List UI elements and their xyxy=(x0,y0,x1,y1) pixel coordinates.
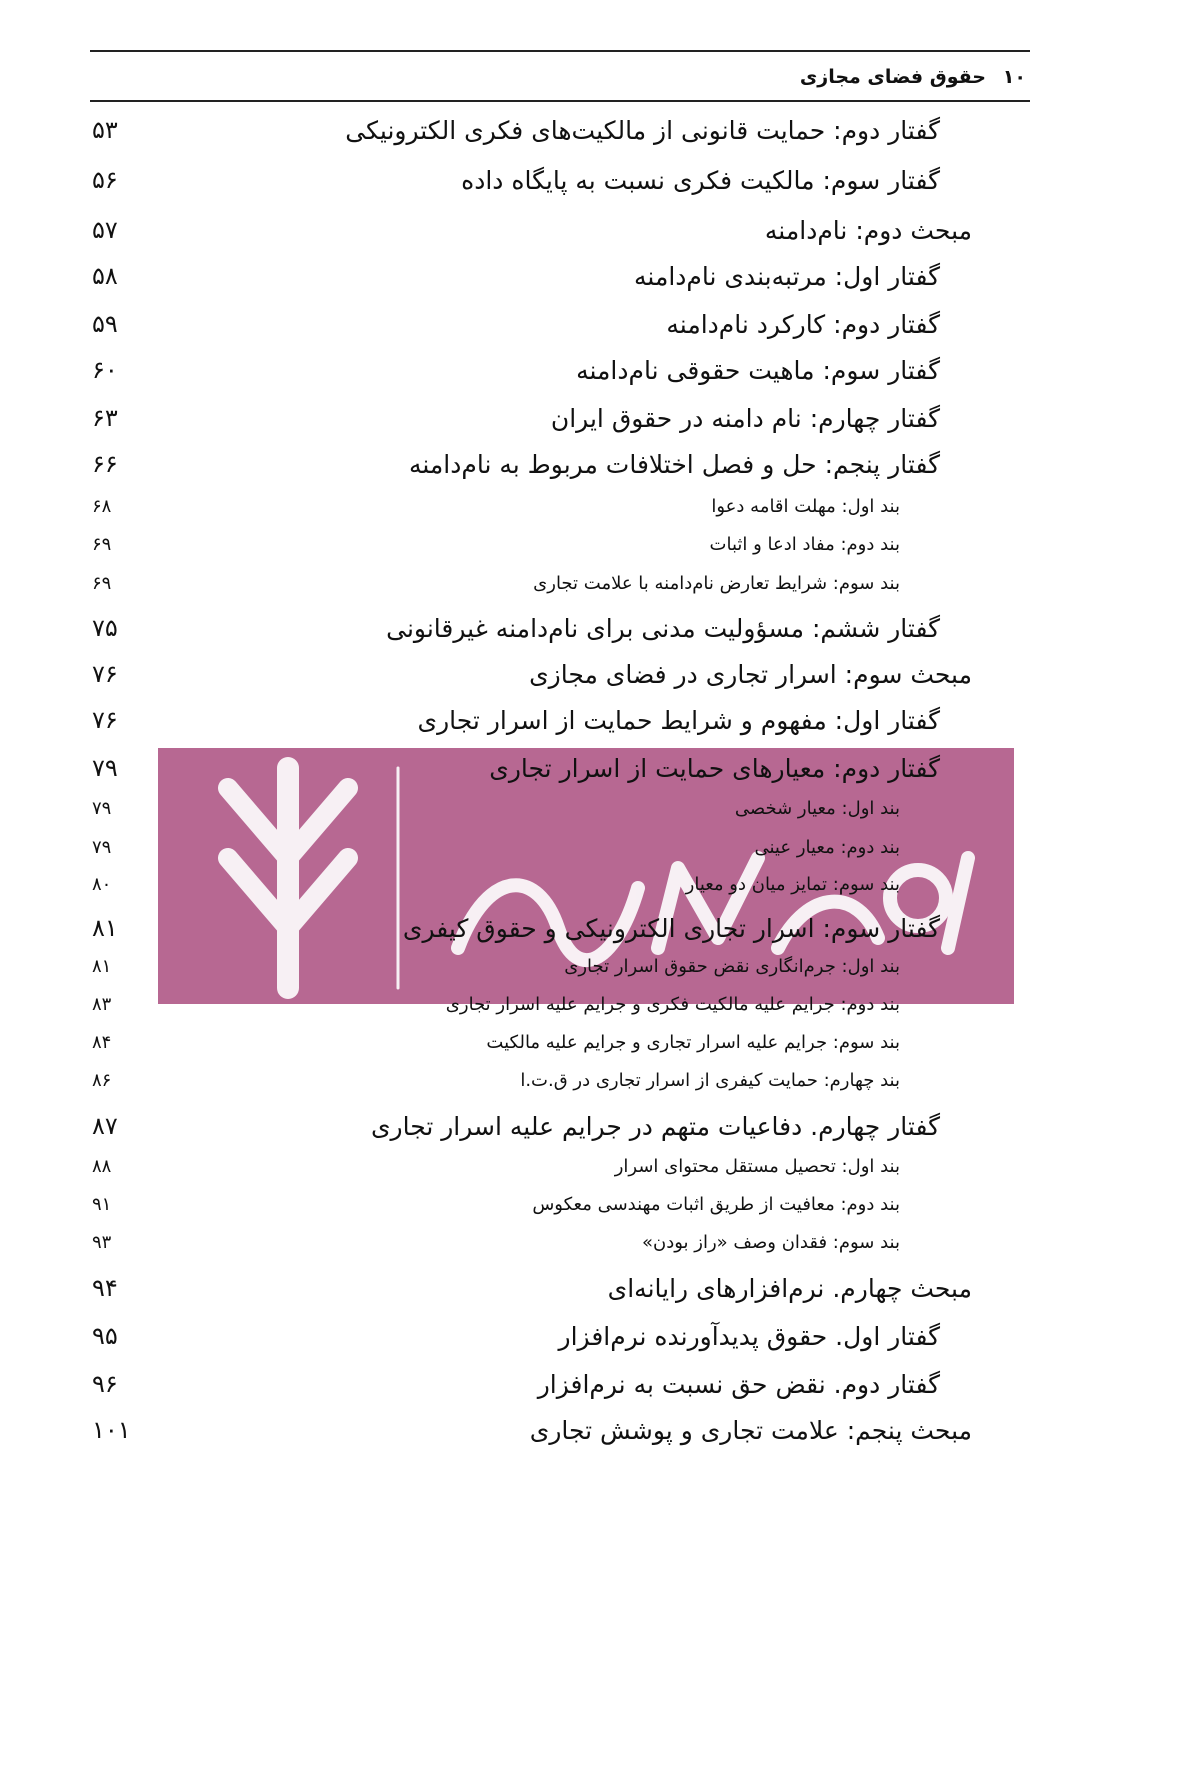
toc-entry-mabhas xyxy=(92,216,972,250)
toc-entry-page: ۶۶ xyxy=(92,450,118,478)
toc-entry-page: ۶۹ xyxy=(92,534,112,555)
toc-entry-band xyxy=(92,837,972,871)
toc-entry-title: بند اول: تحصیل مستقل محتوای اسرار xyxy=(614,1156,900,1177)
toc-entry-page: ۹۶ xyxy=(92,1370,118,1398)
toc-entry-page: ۵۸ xyxy=(92,262,118,290)
toc-entry-title: گفتار پنجم: حل و فصل اختلافات مربوط به نام‌دامنه xyxy=(408,450,940,479)
toc-entry-goftar xyxy=(92,262,972,296)
toc-entry-page: ۶۹ xyxy=(92,573,112,594)
toc-entry-title: گفتار سوم: مالکیت فکری نسبت به پایگاه داده xyxy=(461,166,940,195)
toc-entry-page: ۷۹ xyxy=(92,754,118,782)
toc-entry-band xyxy=(92,496,972,530)
toc-entry-title: بند سوم: تمایز میان دو معیار xyxy=(685,874,900,895)
toc-entry-goftar xyxy=(92,914,972,948)
toc-entry-goftar xyxy=(92,1322,972,1356)
toc-entry-page: ۸۱ xyxy=(92,914,118,942)
toc-entry-band xyxy=(92,1032,972,1066)
toc-entry-title: گفتار دوم: معیارهای حمایت از اسرار تجاری xyxy=(489,754,940,783)
toc-entry-title: گفتار اول: مفهوم و شرایط حمایت از اسرار تجاری xyxy=(417,706,940,735)
toc-entry-title: مبحث دوم: نام‌دامنه xyxy=(764,216,972,245)
toc-entry-goftar xyxy=(92,116,972,150)
toc-entry-page: ۵۷ xyxy=(92,216,118,244)
toc-entry-band xyxy=(92,1194,972,1228)
toc-entry-title: بند دوم: جرایم علیه مالکیت فکری و جرایم علیه اسرار تجاری xyxy=(445,994,900,1015)
toc-entry-page: ۸۴ xyxy=(92,1032,112,1053)
toc-entry-page: ۸۰ xyxy=(92,874,112,895)
toc-entry-title: بند دوم: معیار عینی xyxy=(754,837,900,858)
toc-entry-page: ۷۹ xyxy=(92,837,112,858)
toc-entry-title: بند اول: جرم‌انگاری نقض حقوق اسرار تجاری xyxy=(564,956,900,977)
toc-entry-page: ۸۶ xyxy=(92,1070,112,1091)
toc-entry-band xyxy=(92,994,972,1028)
toc-entry-page: ۵۶ xyxy=(92,166,118,194)
toc-entry-title: گفتار اول. حقوق پدیدآورنده نرم‌افزار xyxy=(558,1322,940,1351)
page-number: ۱۰ xyxy=(1002,66,1026,88)
toc-entry-title: گفتار سوم: اسرار تجاری الکترونیکی و حقوق کیفری xyxy=(402,914,940,943)
toc-entry-title: بند اول: مهلت اقامه دعوا xyxy=(711,496,900,517)
toc-entry-title: بند دوم: مفاد ادعا و اثبات xyxy=(709,534,900,555)
toc-entry-title: مبحث چهارم. نرم‌افزارهای رایانه‌ای xyxy=(607,1274,972,1303)
toc-entry-title: گفتار دوم: کارکرد نام‌دامنه xyxy=(666,310,940,339)
toc-entry-page: ۹۴ xyxy=(92,1274,118,1302)
toc-entry-page: ۱۰۱ xyxy=(92,1416,131,1444)
toc-entry-page: ۶۸ xyxy=(92,496,112,517)
toc-entry-title: بند اول: معیار شخصی xyxy=(734,798,900,819)
toc-entry-band xyxy=(92,1232,972,1266)
book-title: حقوق فضای مجازی xyxy=(799,66,986,88)
toc-entry-page: ۸۸ xyxy=(92,1156,112,1177)
toc-entry-page: ۶۰ xyxy=(92,356,118,384)
toc-entry-band xyxy=(92,956,972,990)
toc-entry-page: ۷۹ xyxy=(92,798,112,819)
toc-entry-goftar xyxy=(92,166,972,200)
toc-entry-goftar xyxy=(92,1112,972,1146)
toc-entry-page: ۸۷ xyxy=(92,1112,118,1140)
toc-entry-page: ۹۳ xyxy=(92,1232,112,1253)
toc-entry-title: گفتار دوم. نقض حق نسبت به نرم‌افزار xyxy=(537,1370,940,1399)
toc-entry-page: ۷۶ xyxy=(92,706,118,734)
toc-entry-title: گفتار ششم: مسؤولیت مدنی برای نام‌دامنه غیرقانونی xyxy=(386,614,940,643)
toc-entry-page: ۸۱ xyxy=(92,956,112,977)
toc-entry-goftar xyxy=(92,356,972,390)
toc-entry-title: بند سوم: فقدان وصف «راز بودن» xyxy=(641,1232,900,1253)
toc-entry-title: بند دوم: معافیت از طریق اثبات مهندسی معکوس xyxy=(532,1194,900,1215)
toc-entry-goftar xyxy=(92,754,972,788)
toc-entry-title: مبحث سوم: اسرار تجاری در فضای مجازی xyxy=(529,660,972,689)
toc-entry-goftar xyxy=(92,1370,972,1404)
toc-entry-band xyxy=(92,1070,972,1104)
toc-entry-title: بند سوم: شرایط تعارض نام‌دامنه با علامت تجاری xyxy=(533,573,900,594)
toc-entry-mabhas xyxy=(92,660,972,694)
toc-entry-page: ۸۳ xyxy=(92,994,112,1015)
toc-entry-page: ۷۵ xyxy=(92,614,118,642)
toc-entry-title: مبحث پنجم: علامت تجاری و پوشش تجاری xyxy=(529,1416,972,1445)
toc-entry-title: گفتار اول: مرتبه‌بندی نام‌دامنه xyxy=(634,262,940,291)
toc-entry-goftar xyxy=(92,706,972,740)
toc-entry-mabhas xyxy=(92,1274,972,1308)
toc-entry-page: ۹۵ xyxy=(92,1322,118,1350)
toc-entry-title: گفتار چهارم. دفاعیات متهم در جرایم علیه اسرار تجاری xyxy=(370,1112,940,1141)
toc-entry-band xyxy=(92,534,972,568)
toc-entry-title: بند چهارم: حمایت کیفری از اسرار تجاری در ق.ت.ا xyxy=(520,1070,900,1091)
toc-entry-band xyxy=(92,573,972,607)
toc-entry-page: ۶۳ xyxy=(92,404,118,432)
toc-entry-page: ۵۳ xyxy=(92,116,118,144)
toc-entry-page: ۵۹ xyxy=(92,310,118,338)
toc-entry-goftar xyxy=(92,404,972,438)
toc-entry-title: گفتار چهارم: نام دامنه در حقوق ایران xyxy=(550,404,940,433)
toc-entry-goftar xyxy=(92,614,972,648)
toc-entry-title: گفتار دوم: حمایت قانونی از مالکیت‌های فکری الکترونیکی xyxy=(345,116,940,145)
toc-entry-mabhas xyxy=(92,1416,972,1450)
toc-entry-goftar xyxy=(92,450,972,484)
toc-entry-title: بند سوم: جرایم علیه اسرار تجاری و جرایم علیه مالکیت xyxy=(486,1032,900,1053)
toc-entry-band xyxy=(92,798,972,832)
toc-entry-goftar xyxy=(92,310,972,344)
toc-entry-page: ۷۶ xyxy=(92,660,118,688)
toc-entry-title: گفتار سوم: ماهیت حقوقی نام‌دامنه xyxy=(576,356,940,385)
toc-entry-band xyxy=(92,1156,972,1190)
toc-entry-page: ۹۱ xyxy=(92,1194,112,1215)
toc-entry-band xyxy=(92,874,972,908)
